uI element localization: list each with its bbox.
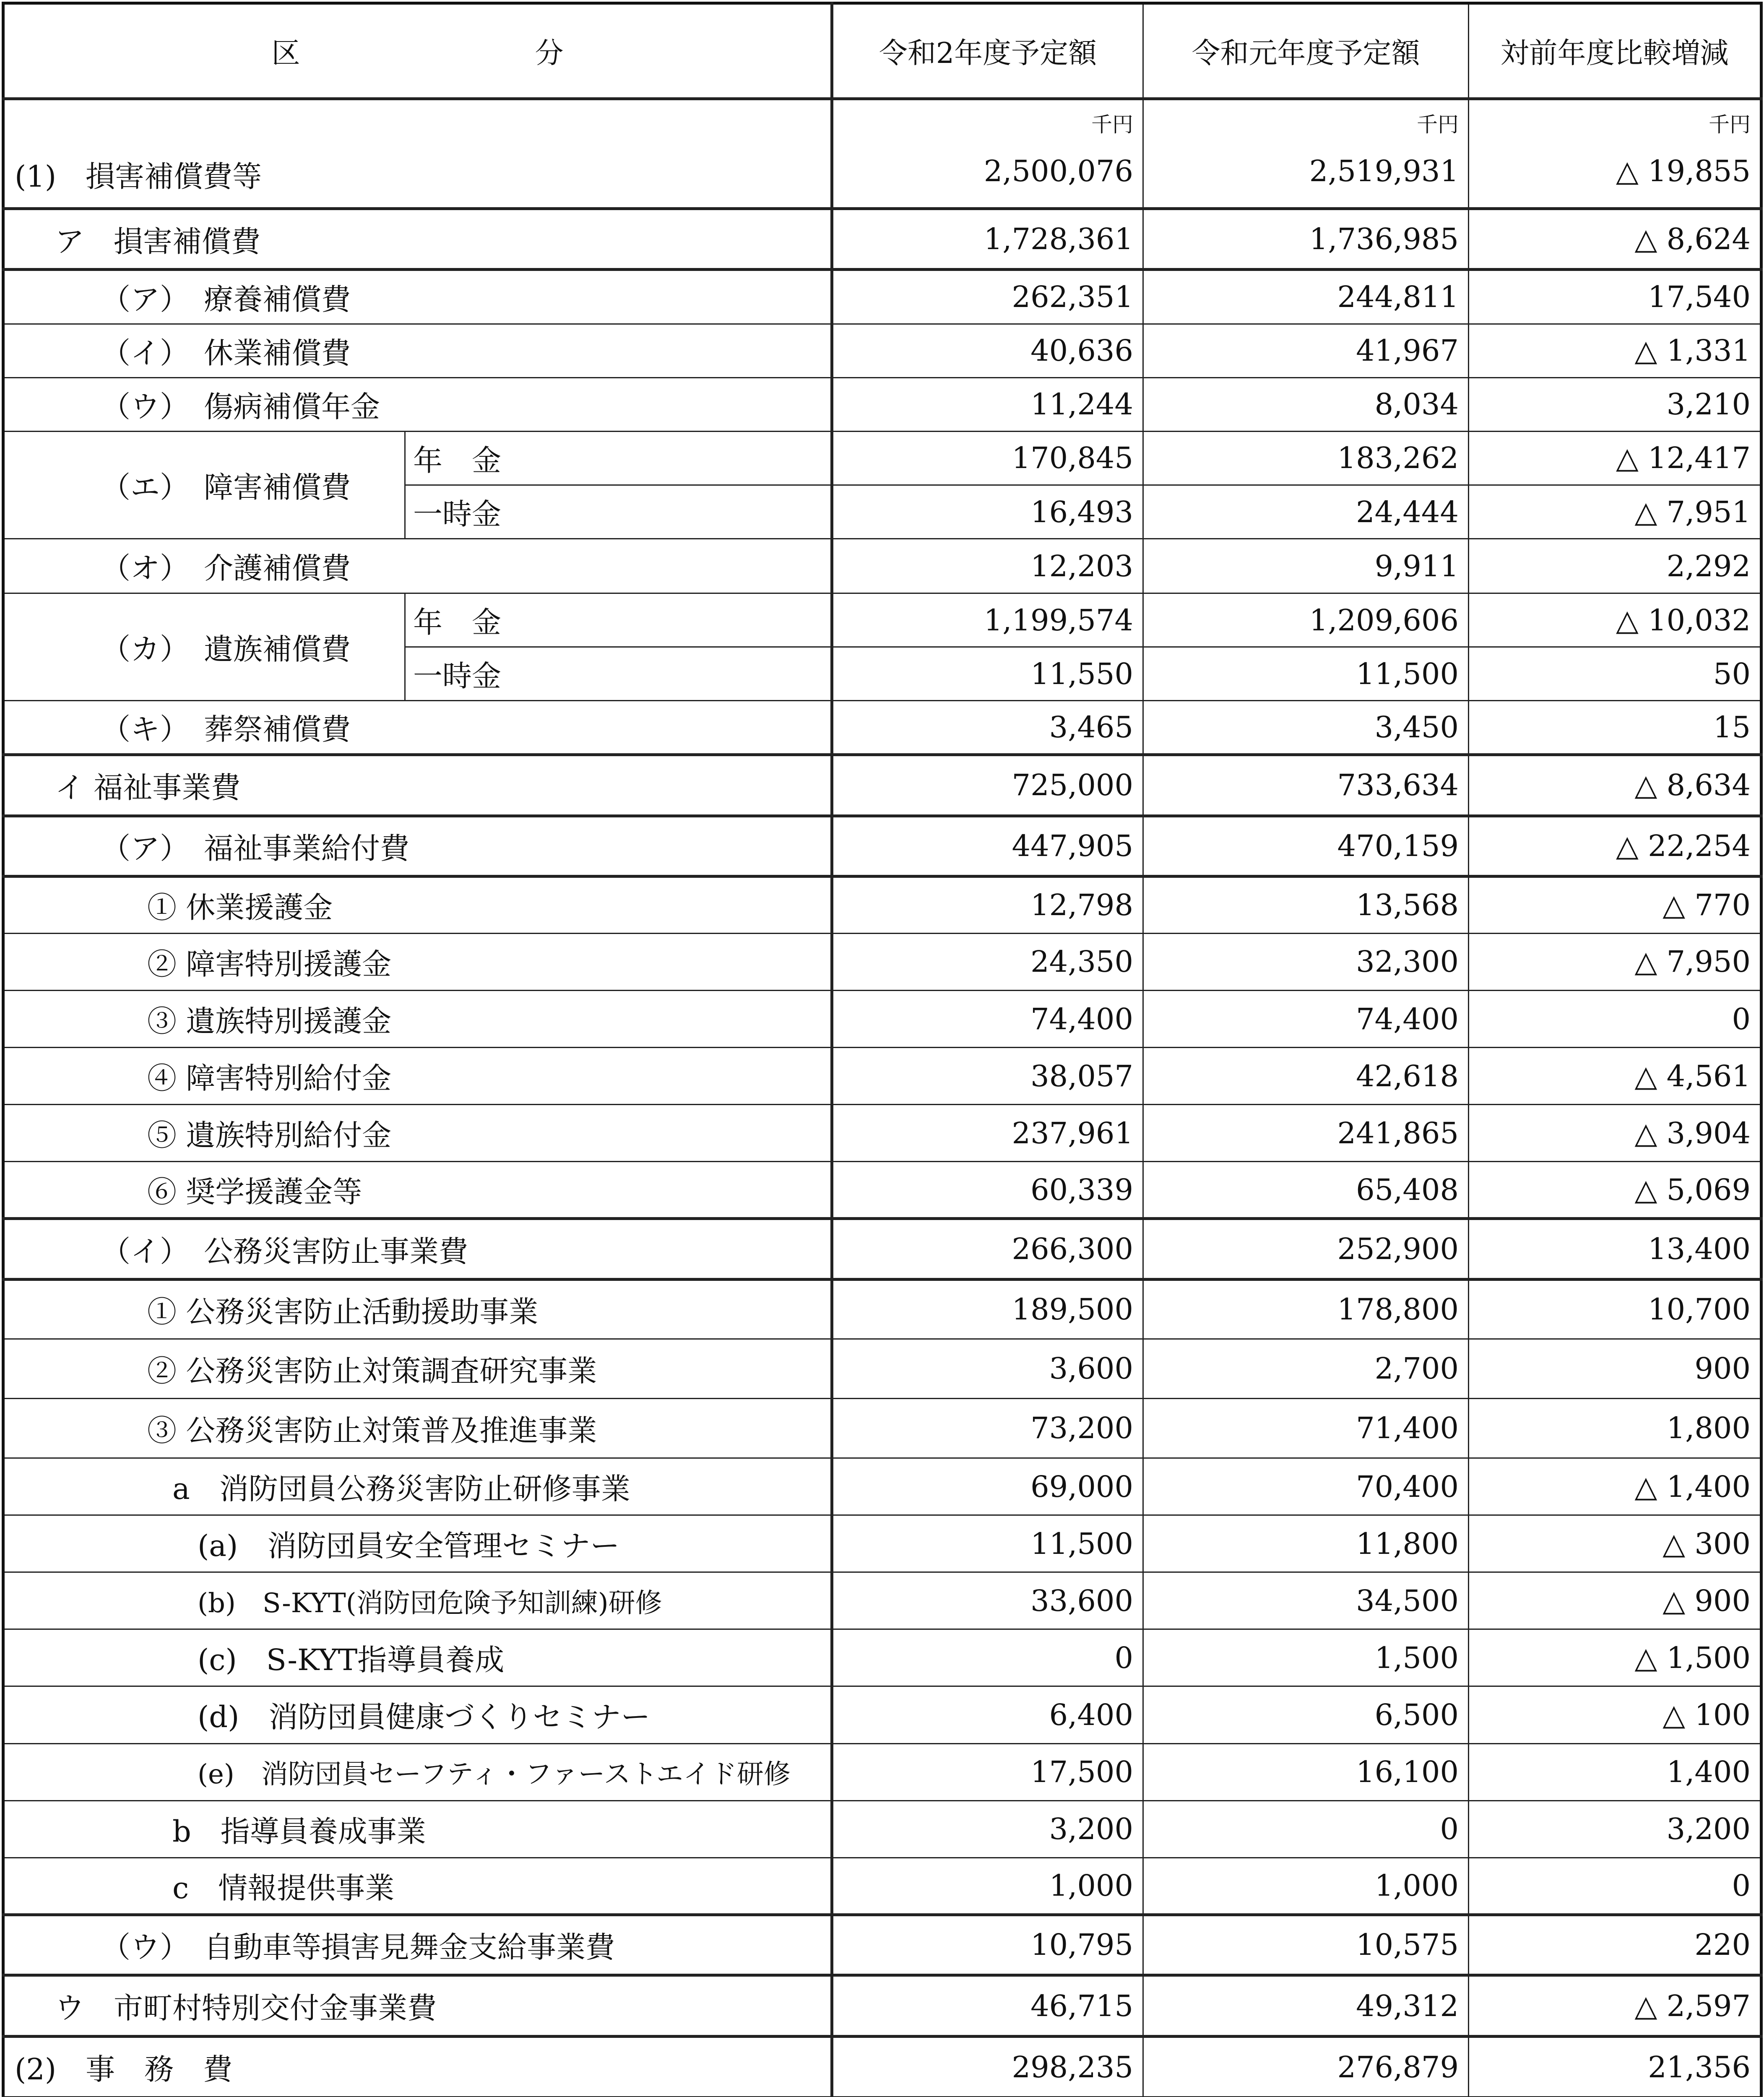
value-fy2020: 10,795 (832, 1915, 1143, 1975)
value-fy2019: 10,575 (1143, 1915, 1469, 1975)
header-col-diff: 対前年度比較増減 (1469, 3, 1761, 99)
value-fy2020: 298,235 (832, 2037, 1143, 2097)
table-row (3, 1339, 1761, 1398)
value-fy2020: 12,798 (832, 876, 1143, 933)
table-row (3, 269, 1761, 324)
value-diff: △ 8,624 (1469, 209, 1761, 269)
value-fy2019: 241,865 (1143, 1105, 1469, 1162)
value-diff: △ 100 (1469, 1686, 1761, 1743)
row-label: （キ） 葬祭補償費 (3, 701, 832, 755)
value-diff: 3,210 (1469, 377, 1761, 431)
table-header-row (3, 3, 1761, 99)
value-diff: 220 (1469, 1915, 1761, 1975)
value-fy2020: 38,057 (832, 1048, 1143, 1105)
value-fy2019: 2,519,931 (1309, 154, 1459, 189)
value-diff: △ 4,561 (1469, 1048, 1761, 1105)
value-diff: 15 (1469, 701, 1761, 755)
value-fy2019: 49,312 (1143, 1975, 1469, 2036)
value-fy2019: 65,408 (1143, 1162, 1469, 1219)
unit-label: 千円 (1091, 112, 1133, 137)
row-sublabel: 年 金 (405, 431, 832, 485)
value-fy2020: 11,550 (832, 647, 1143, 701)
table-row (3, 1800, 1761, 1858)
table-row (3, 1105, 1761, 1162)
value-fy2020: 262,351 (832, 269, 1143, 324)
table-row (3, 755, 1761, 816)
value-diff-cell (1469, 99, 1761, 209)
table-row (3, 991, 1761, 1048)
value-fy2020: 1,000 (832, 1858, 1143, 1915)
value-diff: 1,800 (1469, 1398, 1761, 1458)
value-diff: 1,400 (1469, 1743, 1761, 1800)
table-row (3, 209, 1761, 269)
row-label: ア 損害補償費 (3, 209, 832, 269)
value-diff: △ 770 (1469, 876, 1761, 933)
header-col-fy2020: 令和2年度予定額 (832, 3, 1143, 99)
value-fy2019: 183,262 (1143, 431, 1469, 485)
row-sublabel: 一時金 (405, 647, 832, 701)
row-label: ③ 公務災害防止対策普及推進事業 (3, 1398, 832, 1458)
value-fy2019: 8,034 (1143, 377, 1469, 431)
value-diff: △ 7,950 (1469, 933, 1761, 990)
row-label: (1) 損害補償費等 (3, 99, 832, 209)
row-label: ① 公務災害防止活動援助事業 (3, 1279, 832, 1339)
value-diff: 900 (1469, 1339, 1761, 1398)
value-fy2019: 32,300 (1143, 933, 1469, 990)
row-label: (e) 消防団員セーフティ・ファーストエイド研修 (3, 1743, 832, 1800)
table-row (3, 1162, 1761, 1219)
value-fy2020: 11,500 (832, 1515, 1143, 1572)
value-fy2020: 24,350 (832, 933, 1143, 990)
header-col-fy2019: 令和元年度予定額 (1143, 3, 1469, 99)
table-row (3, 99, 1761, 209)
value-diff: △ 1,500 (1469, 1629, 1761, 1686)
value-fy2019: 1,209,606 (1143, 593, 1469, 647)
value-diff: △ 22,254 (1469, 816, 1761, 876)
row-label: ⑥ 奨学援護金等 (3, 1162, 832, 1219)
row-label: b 指導員養成事業 (3, 1800, 832, 1858)
table-row (3, 1629, 1761, 1686)
table-row (3, 1915, 1761, 1975)
row-label: （エ） 障害補償費 (3, 431, 405, 539)
value-fy2020: 11,244 (832, 377, 1143, 431)
value-fy2020: 170,845 (832, 431, 1143, 485)
row-label: ④ 障害特別給付金 (3, 1048, 832, 1105)
value-diff: 13,400 (1469, 1219, 1761, 1279)
value-fy2020: 266,300 (832, 1219, 1143, 1279)
row-label: ① 休業援護金 (3, 876, 832, 933)
value-diff: △ 3,904 (1469, 1105, 1761, 1162)
value-fy2019: 24,444 (1143, 485, 1469, 539)
value-fy2019: 1,000 (1143, 1858, 1469, 1915)
value-fy2019: 16,100 (1143, 1743, 1469, 1800)
row-label: ⑤ 遺族特別給付金 (3, 1105, 832, 1162)
value-fy2019: 3,450 (1143, 701, 1469, 755)
table-row (3, 1858, 1761, 1915)
value-fy2019: 6,500 (1143, 1686, 1469, 1743)
value-fy2020-cell (832, 99, 1143, 209)
row-label: (b) S-KYT(消防団危険予知訓練)研修 (3, 1572, 832, 1629)
value-diff: △ 8,634 (1469, 755, 1761, 816)
row-label: （オ） 介護補償費 (3, 539, 832, 593)
value-fy2019: 244,811 (1143, 269, 1469, 324)
row-label: (d) 消防団員健康づくりセミナー (3, 1686, 832, 1743)
value-fy2020: 2,500,076 (983, 154, 1133, 189)
table-row (3, 1398, 1761, 1458)
table-row (3, 933, 1761, 990)
value-fy2020: 46,715 (832, 1975, 1143, 2036)
table-row (3, 1515, 1761, 1572)
row-label: a 消防団員公務災害防止研修事業 (3, 1458, 832, 1515)
value-fy2020: 1,199,574 (832, 593, 1143, 647)
header-kubun-part1: 区 (271, 37, 300, 70)
table-row (3, 876, 1761, 933)
row-label: （イ） 公務災害防止事業費 (3, 1219, 832, 1279)
row-sublabel: 年 金 (405, 593, 832, 647)
value-fy2020: 3,600 (832, 1339, 1143, 1398)
value-diff: △ 10,032 (1469, 593, 1761, 647)
value-fy2019: 74,400 (1143, 991, 1469, 1048)
value-fy2019: 276,879 (1143, 2037, 1469, 2097)
value-fy2020: 33,600 (832, 1572, 1143, 1629)
row-label: （イ） 休業補償費 (3, 324, 832, 377)
row-label: ③ 遺族特別援護金 (3, 991, 832, 1048)
value-fy2020: 6,400 (832, 1686, 1143, 1743)
value-fy2020: 17,500 (832, 1743, 1143, 1800)
value-fy2019: 178,800 (1143, 1279, 1469, 1339)
row-label: （ア） 療養補償費 (3, 269, 832, 324)
table-row (3, 816, 1761, 876)
value-diff: △ 12,417 (1469, 431, 1761, 485)
value-fy2020: 0 (832, 1629, 1143, 1686)
value-fy2019: 71,400 (1143, 1398, 1469, 1458)
value-fy2020: 40,636 (832, 324, 1143, 377)
value-fy2020: 725,000 (832, 755, 1143, 816)
budget-table (2, 2, 1763, 2097)
row-label: （カ） 遺族補償費 (3, 593, 405, 701)
row-label: （ウ） 傷病補償年金 (3, 377, 832, 431)
value-diff: △ 2,597 (1469, 1975, 1761, 2036)
value-fy2020: 447,905 (832, 816, 1143, 876)
row-label: ② 公務災害防止対策調査研究事業 (3, 1339, 832, 1398)
value-diff: △ 7,951 (1469, 485, 1761, 539)
header-kubun (3, 3, 832, 99)
value-fy2019: 34,500 (1143, 1572, 1469, 1629)
row-label: ウ 市町村特別交付金事業費 (3, 1975, 832, 2036)
table-row (3, 1458, 1761, 1515)
row-label: c 情報提供事業 (3, 1858, 832, 1915)
value-fy2020: 3,200 (832, 1800, 1143, 1858)
table-row (3, 1743, 1761, 1800)
value-fy2020: 16,493 (832, 485, 1143, 539)
row-sublabel: 一時金 (405, 485, 832, 539)
value-fy2020: 12,203 (832, 539, 1143, 593)
value-diff: 2,292 (1469, 539, 1761, 593)
value-fy2019: 470,159 (1143, 816, 1469, 876)
table-row (3, 1686, 1761, 1743)
value-diff: △ 19,855 (1616, 154, 1751, 189)
table-row (3, 324, 1761, 377)
table-row (3, 593, 1761, 647)
header-kubun-part2: 分 (535, 37, 564, 70)
value-diff: △ 900 (1469, 1572, 1761, 1629)
value-diff: △ 1,331 (1469, 324, 1761, 377)
value-diff: 21,356 (1469, 2037, 1761, 2097)
value-fy2019: 42,618 (1143, 1048, 1469, 1105)
table-row (3, 539, 1761, 593)
value-fy2020: 69,000 (832, 1458, 1143, 1515)
table-row (3, 1219, 1761, 1279)
row-label: イ 福祉事業費 (3, 755, 832, 816)
value-diff: △ 5,069 (1469, 1162, 1761, 1219)
table-row (3, 1572, 1761, 1629)
value-fy2019-cell (1143, 99, 1469, 209)
value-fy2019: 0 (1143, 1800, 1469, 1858)
value-diff: 0 (1469, 991, 1761, 1048)
row-label: (2) 事 務 費 (3, 2037, 832, 2097)
value-diff: 10,700 (1469, 1279, 1761, 1339)
value-fy2020: 237,961 (832, 1105, 1143, 1162)
table-row (3, 431, 1761, 485)
row-label: （ア） 福祉事業給付費 (3, 816, 832, 876)
row-label: ② 障害特別援護金 (3, 933, 832, 990)
value-fy2019: 2,700 (1143, 1339, 1469, 1398)
value-fy2019: 252,900 (1143, 1219, 1469, 1279)
table-row (3, 1975, 1761, 2036)
value-fy2020: 74,400 (832, 991, 1143, 1048)
value-diff: 50 (1469, 647, 1761, 701)
table-row (3, 1048, 1761, 1105)
value-diff: △ 300 (1469, 1515, 1761, 1572)
value-fy2020: 73,200 (832, 1398, 1143, 1458)
value-fy2020: 60,339 (832, 1162, 1143, 1219)
row-label: (c) S-KYT指導員養成 (3, 1629, 832, 1686)
value-fy2020: 3,465 (832, 701, 1143, 755)
value-fy2019: 733,634 (1143, 755, 1469, 816)
value-fy2019: 13,568 (1143, 876, 1469, 933)
row-label: (a) 消防団員安全管理セミナー (3, 1515, 832, 1572)
value-diff: 17,540 (1469, 269, 1761, 324)
value-fy2019: 9,911 (1143, 539, 1469, 593)
value-fy2019: 1,736,985 (1143, 209, 1469, 269)
table-row (3, 1279, 1761, 1339)
row-label: （ウ） 自動車等損害見舞金支給事業費 (3, 1915, 832, 1975)
value-fy2020: 189,500 (832, 1279, 1143, 1339)
table-row (3, 701, 1761, 755)
value-fy2019: 1,500 (1143, 1629, 1469, 1686)
value-diff: 0 (1469, 1858, 1761, 1915)
value-fy2020: 1,728,361 (832, 209, 1143, 269)
table-row (3, 377, 1761, 431)
value-fy2019: 41,967 (1143, 324, 1469, 377)
value-diff: △ 1,400 (1469, 1458, 1761, 1515)
value-diff: 3,200 (1469, 1800, 1761, 1858)
unit-label: 千円 (1709, 112, 1751, 137)
unit-label: 千円 (1417, 112, 1459, 137)
value-fy2019: 11,800 (1143, 1515, 1469, 1572)
value-fy2019: 11,500 (1143, 647, 1469, 701)
value-fy2019: 70,400 (1143, 1458, 1469, 1515)
table-row (3, 2037, 1761, 2097)
